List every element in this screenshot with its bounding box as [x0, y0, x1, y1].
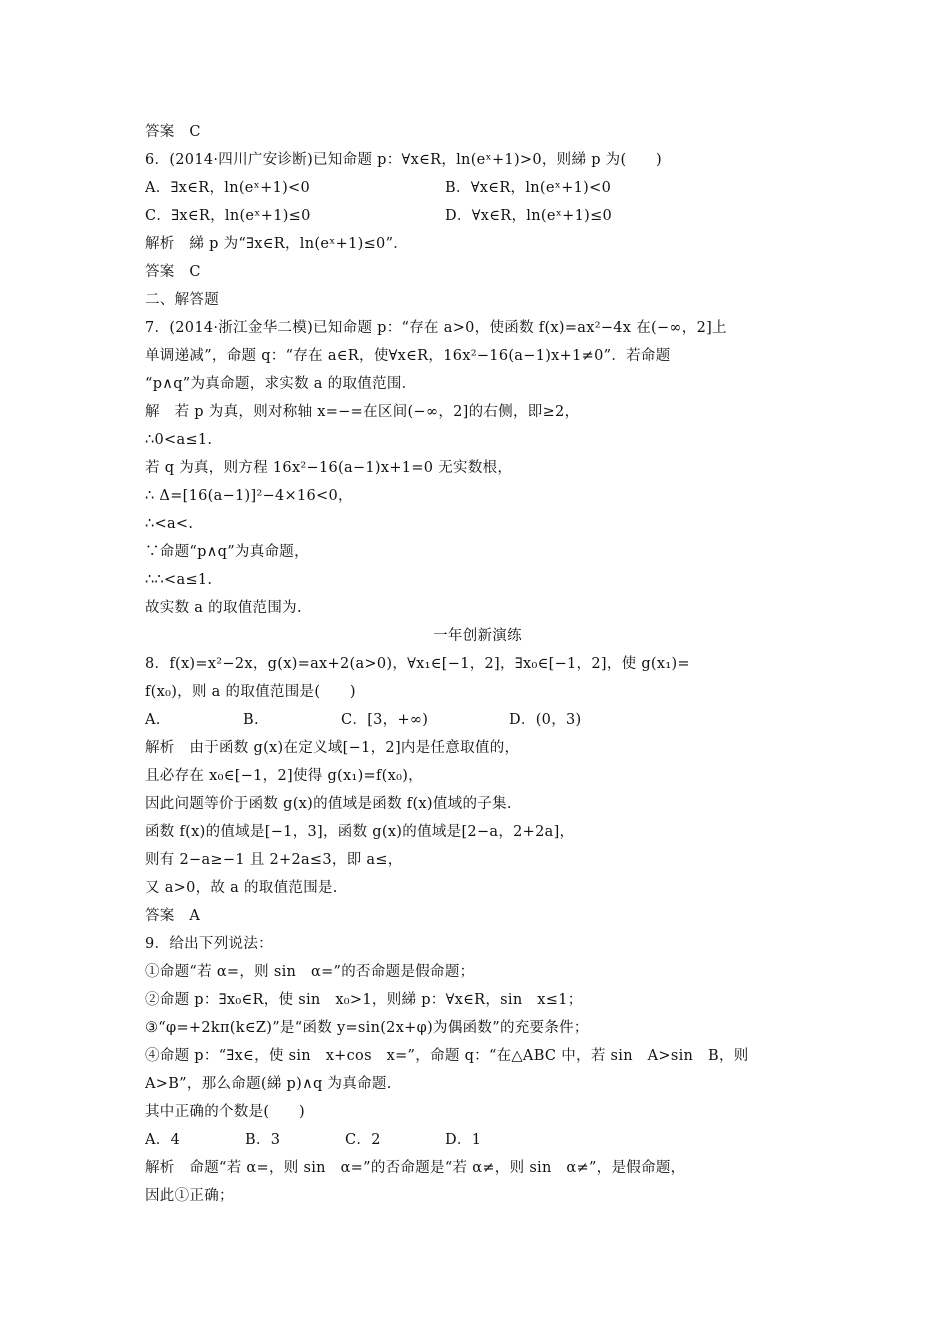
- q6-option-c: C．∃x∈R，ln(eˣ+1)≤0: [145, 208, 311, 224]
- q8-analysis-line: 解析 由于函数 g(x)在定义域[−1，2]内是任意取值的，: [145, 740, 520, 756]
- answer-line: 答案 C: [145, 124, 201, 140]
- q8-analysis-line: 又 a>0，故 a 的取值范围是.: [145, 880, 338, 896]
- q6-options-row-2: [145, 202, 810, 230]
- question-9: 9．给出下列说法：: [145, 936, 273, 952]
- q7-solution-line: 若 q 为真，则方程 16x²−16(a−1)x+1=0 无实数根，: [145, 460, 513, 476]
- section-title: 一年创新演练: [433, 628, 522, 644]
- q8-analysis-line: 函数 f(x)的值域是[−1，3]，函数 g(x)的值域是[2−a，2+2a]，: [145, 824, 575, 840]
- q6-option-b: B．∀x∈R，ln(eˣ+1)<0: [445, 180, 612, 196]
- q6-option-d: D．∀x∈R，ln(eˣ+1)≤0: [445, 208, 613, 224]
- q6-analysis: 解析 綈 p 为“∃x∈R，ln(eˣ+1)≤0”．: [145, 236, 409, 252]
- q8-option-b: B.: [243, 712, 259, 728]
- q8-option-c: C．[3，+∞): [341, 712, 429, 728]
- question-7-line-2: 单调递减”，命题 q：“存在 a∈R，使∀x∈R，16x²−16(a−1)x+1≠0”．若命题: [145, 348, 671, 364]
- q9-option-c: C．2: [345, 1132, 381, 1148]
- q9-statement-1: ①命题“若 α=，则 sin α=”的否命题是假命题；: [145, 964, 475, 980]
- q8-options-row: [145, 706, 810, 734]
- q9-options-row: [145, 1126, 810, 1154]
- q7-solution-line: 解 若 p 为真，则对称轴 x=−=在区间(−∞，2]的右侧，即≥2，: [145, 404, 580, 420]
- q7-conclusion: 故实数 a 的取值范围为.: [145, 600, 302, 616]
- question-8-line-2: f(x₀)，则 a 的取值范围是( ): [145, 684, 356, 700]
- q8-option-a: A.: [145, 712, 161, 728]
- q8-answer: 答案 A: [145, 908, 201, 924]
- q8-analysis-line: 且必存在 x₀∈[−1，2]使得 g(x₁)=f(x₀)，: [145, 768, 423, 784]
- q7-solution-line: ∴∴<a≤1.: [145, 572, 213, 588]
- q7-solution-line: ∴ Δ=[16(a−1)]²−4×16<0，: [145, 488, 353, 504]
- q6-options-row-1: [145, 174, 810, 202]
- q9-option-d: D．1: [445, 1132, 482, 1148]
- q9-statement-2: ②命题 p：∃x₀∈R，使 sin x₀>1，则綈 p：∀x∈R，sin x≤1；: [145, 992, 583, 1008]
- q6-answer: 答案 C: [145, 264, 201, 280]
- q9-prompt: 其中正确的个数是( ): [145, 1104, 305, 1120]
- q8-option-d: D．(0，3): [509, 712, 582, 728]
- question-7-line-3: “p∧q”为真命题，求实数 a 的取值范围．: [145, 376, 417, 392]
- document-page: [145, 118, 810, 1210]
- q7-solution-line: ∵命题“p∧q”为真命题，: [145, 544, 309, 560]
- q9-analysis-line-2: 因此①正确；: [145, 1188, 234, 1204]
- question-7-line-1: 7．(2014·浙江金华二模)已知命题 p：“存在 a>0，使函数 f(x)=ax²−4x 在(−∞，2]上: [145, 320, 727, 336]
- question-8-line-1: 8．f(x)=x²−2x，g(x)=ax+2(a>0)，∀x₁∈[−1，2]，∃x₀∈[−1，2]，使 g(x₁)=: [145, 656, 690, 672]
- q9-statement-4-line-2: A>B”，那么命题(綈 p)∧q 为真命题.: [145, 1076, 392, 1092]
- q7-solution-line: ∴<a<.: [145, 516, 194, 532]
- section-heading: 二、解答题: [145, 292, 219, 308]
- q9-option-b: B．3: [245, 1132, 281, 1148]
- question-6: 6．(2014·四川广安诊断)已知命题 p：∀x∈R，ln(eˣ+1)>0，则綈 p 为( ): [145, 152, 662, 168]
- q9-option-a: A．4: [145, 1132, 181, 1148]
- q8-analysis-line: 因此问题等价于函数 g(x)的值域是函数 f(x)值域的子集.: [145, 796, 512, 812]
- q9-analysis-line-1: 解析 命题“若 α=，则 sin α=”的否命题是“若 α≠，则 sin α≠”，是假命题，: [145, 1160, 686, 1176]
- q8-analysis-line: 则有 2−a≥−1 且 2+2a≤3，即 a≤，: [145, 852, 403, 868]
- q9-statement-3: ③“φ=+2kπ(k∈Z)”是“函数 y=sin(2x+φ)为偶函数”的充要条件；: [145, 1020, 589, 1036]
- q7-solution-line: ∴0<a≤1.: [145, 432, 213, 448]
- q6-option-a: A．∃x∈R，ln(eˣ+1)<0: [145, 180, 311, 196]
- q9-statement-4-line-1: ④命题 p：“∃x∈，使 sin x+cos x=”，命题 q：“在△ABC 中，若 sin A>sin B，则: [145, 1048, 749, 1064]
